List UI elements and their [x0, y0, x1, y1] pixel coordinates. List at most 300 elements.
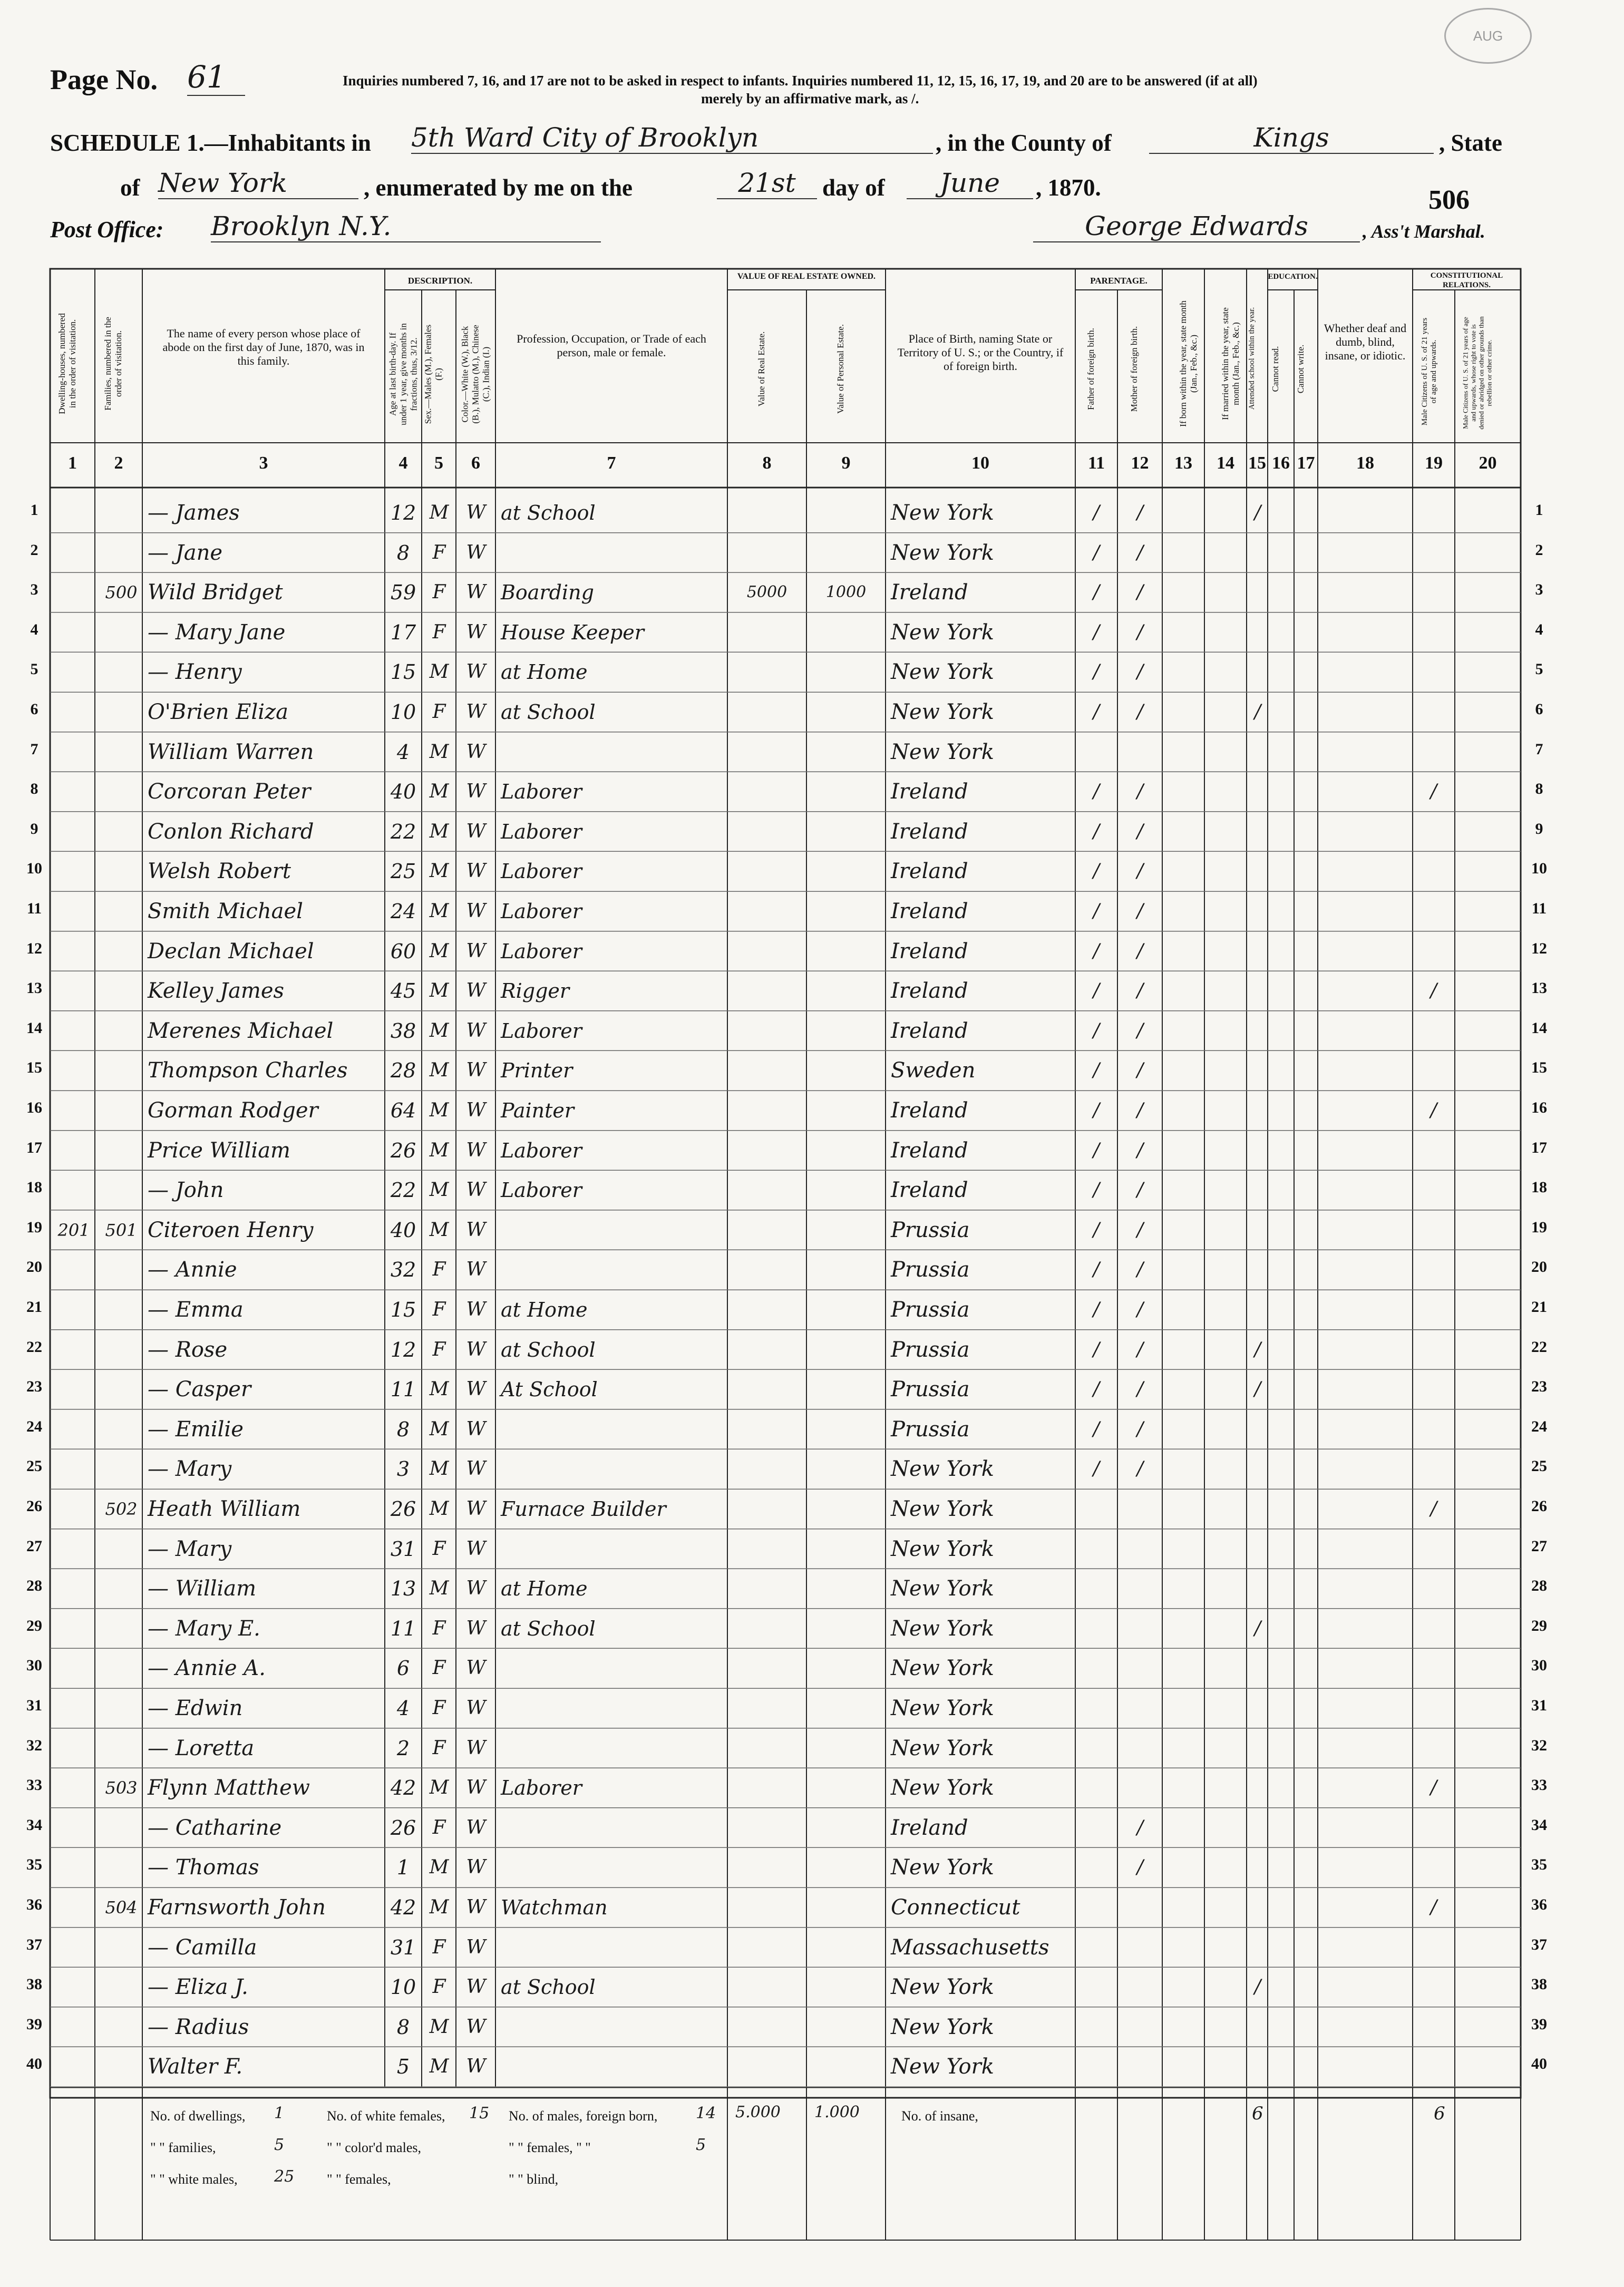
column-number-13: 13	[1174, 453, 1192, 473]
education-group-header: EDUCATION.	[1268, 273, 1318, 281]
line-number-right: 40	[1531, 2055, 1547, 2073]
col-11-header: Father of foreign birth.	[1086, 328, 1096, 410]
cell-age: 32	[390, 1258, 416, 1282]
cell-name: Conlon Richard	[148, 819, 314, 844]
cell-age: 5	[396, 2055, 410, 2079]
cell-age: 4	[396, 1697, 410, 1720]
line-number-right: 36	[1531, 1896, 1547, 1913]
cell-color: W	[466, 1976, 486, 1998]
cell-age: 3	[396, 1457, 410, 1481]
cell-sex: F	[432, 1976, 446, 1998]
cell-c15: /	[1254, 1617, 1261, 1639]
cell-age: 45	[390, 979, 416, 1003]
cell-name: — Jane	[148, 540, 223, 565]
cell-c19: /	[1430, 1777, 1437, 1799]
cell-birth: Ireland	[891, 1018, 968, 1043]
line-number-left: 8	[30, 780, 38, 798]
county-value: Kings	[1149, 122, 1434, 154]
cell-c15: /	[1254, 1378, 1261, 1400]
col-2-header: Families, numbered in the order of visitation.	[103, 317, 123, 411]
column-number-8: 8	[762, 453, 772, 473]
line-number-right: 17	[1531, 1138, 1547, 1156]
cell-dw: 201	[57, 1220, 90, 1240]
cell-color: W	[466, 1777, 486, 1799]
cell-m: /	[1136, 860, 1144, 882]
col-4-header: Age at last birth-day. If under 1 year, give months in fractions, thus, 3/12.	[387, 323, 419, 425]
colored-females-label: " " females,	[327, 2172, 391, 2187]
cell-color: W	[466, 1737, 486, 1759]
line-number-left: 4	[30, 620, 38, 638]
cell-sex: M	[429, 1179, 449, 1201]
cell-name: — Thomas	[148, 1855, 259, 1880]
line-number-left: 25	[26, 1457, 42, 1475]
cell-name: — Henry	[148, 660, 242, 685]
line-number-right: 10	[1531, 860, 1547, 878]
cell-birth: Ireland	[891, 780, 968, 804]
cell-sex: F	[432, 701, 446, 723]
cell-birth: New York	[891, 1776, 994, 1801]
cell-pe: 1000	[825, 583, 867, 602]
cell-age: 8	[396, 2015, 410, 2039]
cell-birth: Sweden	[891, 1058, 976, 1083]
line-number-right: 39	[1531, 2015, 1547, 2033]
cell-occ: Laborer	[501, 1019, 582, 1043]
cell-color: W	[466, 1816, 486, 1838]
cell-name: — Mary	[148, 1457, 232, 1482]
cell-color: W	[466, 1936, 486, 1958]
col-7-header: Profession, Occupation, or Trade of each person, male or female.	[517, 332, 706, 359]
column-number-4: 4	[398, 453, 408, 473]
cell-occ: Laborer	[501, 1179, 582, 1202]
col-10-header: Place of Birth, naming State or Territory of U. S.; or the Country, if of foreign birth.	[897, 332, 1064, 373]
cell-birth: New York	[891, 1696, 994, 1720]
cell-color: W	[466, 1338, 486, 1360]
column-number-11: 11	[1087, 453, 1105, 473]
year-label: , 1870.	[1036, 174, 1101, 201]
cell-name: — Annie	[148, 1258, 237, 1282]
value-group-header: VALUE OF REAL ESTATE OWNED.	[737, 272, 876, 281]
line-number-left: 24	[26, 1417, 42, 1435]
cell-sex: M	[429, 741, 449, 763]
cell-age: 31	[390, 1537, 416, 1561]
column-number-7: 7	[607, 453, 616, 473]
cell-occ: at School	[501, 501, 596, 524]
line-number-right: 6	[1535, 700, 1543, 718]
cell-birth: New York	[891, 700, 994, 724]
cell-sex: M	[429, 1856, 449, 1879]
white-females-value: 15	[469, 2104, 490, 2123]
line-number-left: 10	[26, 860, 42, 878]
cell-sex: F	[432, 1259, 446, 1281]
cell-occ: Laborer	[501, 1138, 582, 1162]
cell-birth: New York	[891, 739, 994, 764]
cell-color: W	[466, 1896, 486, 1918]
cell-birth: Ireland	[891, 899, 968, 923]
cell-name: Thompson Charles	[148, 1058, 348, 1083]
line-number-right: 9	[1535, 820, 1543, 838]
cell-color: W	[466, 860, 486, 882]
cell-fam: 502	[105, 1499, 138, 1519]
cell-occ: Boarding	[501, 581, 594, 605]
cell-f: /	[1093, 1099, 1100, 1121]
colored-males-label: " " color'd males,	[327, 2140, 421, 2155]
cell-f: /	[1093, 1378, 1100, 1400]
cell-color: W	[466, 900, 486, 922]
cell-sex: M	[429, 502, 449, 523]
cell-name: — Annie A.	[148, 1656, 266, 1681]
cell-sex: F	[432, 1537, 446, 1560]
line-number-left: 39	[26, 2015, 42, 2033]
col-14-header: If married within the year, state month (Jan., Feb., &c.)	[1220, 307, 1241, 420]
col-5-header: Sex.—Males (M.), Females (F.)	[423, 324, 444, 424]
dwellings-label: No. of dwellings,	[150, 2108, 246, 2124]
cell-sex: M	[429, 1896, 449, 1918]
col-6-header: Color.—White (W.), Black (B.), Mulatto (M.), Chinese (C.), Indian (I.)	[460, 325, 491, 424]
cell-color: W	[466, 1458, 486, 1480]
cell-color: W	[466, 581, 486, 604]
cell-fam: 503	[105, 1778, 138, 1798]
cell-c19: /	[1430, 1896, 1437, 1918]
column-number-14: 14	[1217, 453, 1234, 473]
cell-re: 5000	[746, 583, 787, 602]
cell-f: /	[1093, 820, 1100, 842]
cell-m: /	[1136, 1139, 1144, 1161]
line-number-left: 2	[30, 541, 38, 559]
line-number-left: 9	[30, 820, 38, 838]
line-number-left: 28	[26, 1577, 42, 1595]
line-number-right: 1	[1535, 501, 1543, 519]
cell-sex: M	[429, 1139, 449, 1161]
cell-f: /	[1093, 860, 1100, 882]
cell-birth: New York	[891, 1736, 994, 1760]
cell-f: /	[1093, 781, 1100, 803]
line-number-left: 37	[26, 1935, 42, 1953]
cell-age: 10	[390, 700, 416, 724]
cell-occ: Laborer	[501, 1776, 582, 1800]
cell-c15: /	[1254, 701, 1261, 723]
post-office-value: Brooklyn N.Y.	[211, 211, 601, 242]
cell-birth: Ireland	[891, 1138, 968, 1163]
line-number-left: 15	[26, 1059, 42, 1077]
line-number-right: 21	[1531, 1298, 1547, 1316]
cell-occ: Laborer	[501, 939, 582, 963]
day-value: 21st	[717, 168, 817, 199]
cell-sex: M	[429, 1059, 449, 1082]
cell-birth: New York	[891, 1497, 994, 1521]
cell-sex: F	[432, 541, 446, 563]
line-number-right: 20	[1531, 1258, 1547, 1276]
line-number-left: 38	[26, 1975, 42, 1993]
page-number: 61	[187, 59, 245, 96]
cell-age: 25	[390, 860, 416, 883]
line-number-left: 16	[26, 1099, 42, 1116]
column-number-2: 2	[114, 453, 123, 473]
cell-occ: at Home	[501, 660, 588, 684]
col-9-header: Value of Personal Estate.	[835, 324, 845, 414]
county-label: , in the County of	[936, 130, 1112, 156]
cell-birth: New York	[891, 1576, 994, 1601]
cell-color: W	[466, 2056, 486, 2078]
cell-fam: 500	[105, 582, 138, 603]
real-estate-total: 5.000	[735, 2103, 781, 2121]
cell-color: W	[466, 1139, 486, 1161]
cell-age: 12	[390, 501, 416, 524]
line-number-left: 5	[30, 660, 38, 678]
line-number-left: 14	[26, 1019, 42, 1037]
marshal-name: George Edwards	[1033, 211, 1360, 242]
col-3-header: The name of every person whose place of abode on the first day of June, 1870, was in this family.	[162, 327, 365, 367]
cell-birth: Connecticut	[891, 1895, 1020, 1920]
cell-f: /	[1093, 980, 1100, 1002]
dwellings-value: 1	[274, 2104, 285, 2123]
cell-sex: F	[432, 1299, 446, 1320]
cell-f: /	[1093, 1139, 1100, 1161]
cell-f: /	[1093, 1019, 1100, 1042]
cell-age: 11	[390, 1378, 416, 1402]
cell-name: O'Brien Eliza	[148, 700, 288, 724]
cell-name: Welsh Robert	[148, 859, 291, 884]
schedule-label: SCHEDULE 1.—Inhabitants in	[50, 130, 371, 156]
cell-color: W	[466, 1498, 486, 1520]
cell-birth: New York	[891, 660, 994, 685]
cell-age: 26	[390, 1816, 416, 1840]
line-number-right: 2	[1535, 541, 1543, 559]
column-number-15: 15	[1248, 453, 1266, 473]
cell-name: Merenes Michael	[148, 1018, 334, 1043]
cell-color: W	[466, 1378, 486, 1400]
cell-color: W	[466, 820, 486, 842]
cell-sex: M	[429, 900, 449, 922]
cell-birth: Ireland	[891, 1815, 968, 1840]
state-label: , State	[1439, 130, 1502, 156]
cell-occ: Watchman	[501, 1896, 608, 1919]
cell-age: 11	[390, 1617, 416, 1640]
cell-birth: New York	[891, 1975, 994, 2000]
families-label: " " families,	[150, 2140, 216, 2155]
line-number-right: 7	[1535, 740, 1543, 758]
col-15-header: Attended school within the year.	[1248, 307, 1256, 410]
cell-name: Flynn Matthew	[148, 1776, 310, 1801]
cell-sex: M	[429, 940, 449, 962]
cell-occ: Printer	[501, 1059, 573, 1083]
cell-color: W	[466, 940, 486, 962]
cell-name: — Catharine	[148, 1815, 282, 1840]
cell-color: W	[466, 1537, 486, 1560]
females-foreign-value: 5	[696, 2136, 706, 2154]
cell-sex: F	[432, 1657, 446, 1679]
cell-age: 6	[396, 1657, 410, 1680]
cell-name: William Warren	[148, 739, 314, 764]
column-number-9: 9	[841, 453, 851, 473]
cell-name: — Camilla	[148, 1935, 257, 1960]
column-number-17: 17	[1297, 453, 1315, 473]
state-value: New York	[158, 168, 358, 199]
column-number-12: 12	[1131, 453, 1149, 473]
cell-color: W	[466, 701, 486, 723]
cell-f: /	[1093, 1059, 1100, 1082]
cell-f: /	[1093, 1458, 1100, 1480]
cell-fam: 504	[105, 1897, 138, 1918]
cell-f: /	[1093, 900, 1100, 922]
cell-color: W	[466, 621, 486, 643]
line-number-left: 27	[26, 1537, 42, 1555]
column-number-1: 1	[68, 453, 77, 473]
cell-occ: Rigger	[501, 979, 570, 1003]
cell-age: 24	[390, 900, 416, 923]
col-19-header: Male Citizens of U. S. of 21 years of age and upwards.	[1421, 317, 1438, 426]
cell-name: — James	[148, 501, 240, 525]
cell-sex: M	[429, 1099, 449, 1121]
cell-name: — Eliza J.	[148, 1975, 248, 2000]
blind-label: " " blind,	[509, 2172, 559, 2187]
cell-age: 4	[396, 740, 410, 764]
cell-occ: Painter	[501, 1099, 575, 1122]
line-number-left: 12	[26, 939, 42, 957]
cell-sex: F	[432, 581, 446, 604]
column-number-5: 5	[434, 453, 443, 473]
line-number-left: 32	[26, 1736, 42, 1754]
males-foreign-value: 14	[696, 2104, 716, 2123]
cell-birth: New York	[891, 1536, 994, 1561]
line-number-left: 34	[26, 1816, 42, 1834]
cell-sex: M	[429, 1777, 449, 1799]
cell-name: Declan Michael	[148, 939, 314, 964]
cell-age: 1	[396, 1856, 410, 1880]
line-number-right: 15	[1531, 1059, 1547, 1077]
col-20-header: Male Citizens of U. S. of 21 years of age and upwards, whose right to vote is denied or abridged on other grounds than rebellion or other crime.	[1461, 316, 1493, 430]
cell-fam: 501	[105, 1220, 138, 1240]
line-number-right: 31	[1531, 1697, 1547, 1714]
cell-color: W	[466, 502, 486, 523]
cell-sex: M	[429, 980, 449, 1002]
marshal-label: , Ass't Marshal.	[1363, 221, 1485, 242]
insane-label: No. of insane,	[901, 2108, 978, 2124]
month-value: June	[907, 168, 1033, 199]
cell-birth: New York	[891, 620, 994, 645]
cell-name: — Radius	[148, 2014, 249, 2039]
line-number-left: 30	[26, 1657, 42, 1675]
instructions-line-2: merely by an affirmative mark, as /.	[701, 91, 919, 106]
cell-sex: F	[432, 1617, 446, 1639]
cell-occ: House Keeper	[501, 620, 644, 644]
cell-color: W	[466, 541, 486, 563]
cell-color: W	[466, 980, 486, 1002]
line-number-right: 35	[1531, 1856, 1547, 1874]
line-number-right: 14	[1531, 1019, 1547, 1037]
cell-m: /	[1136, 1378, 1144, 1400]
line-number-right: 32	[1531, 1736, 1547, 1754]
cell-name: — Mary E.	[148, 1616, 260, 1641]
cell-c19: /	[1430, 1498, 1437, 1520]
cell-age: 12	[390, 1338, 416, 1361]
cell-birth: Prussia	[891, 1337, 970, 1362]
cell-name: — Rose	[148, 1337, 228, 1362]
cell-c19: /	[1430, 1099, 1437, 1121]
cell-age: 60	[390, 939, 416, 963]
cell-occ: at School	[501, 1975, 596, 1999]
line-number-right: 8	[1535, 780, 1543, 798]
cell-sex: M	[429, 1219, 449, 1241]
cell-age: 22	[390, 1179, 416, 1202]
cell-name: — Mary Jane	[148, 620, 286, 645]
cell-birth: Ireland	[891, 1178, 968, 1203]
cell-sex: M	[429, 1418, 449, 1440]
cell-name: Smith Michael	[148, 899, 303, 923]
cell-sex: M	[429, 781, 449, 803]
line-number-left: 18	[26, 1179, 42, 1196]
line-number-right: 3	[1535, 581, 1543, 599]
cell-color: W	[466, 1259, 486, 1281]
cell-birth: Ireland	[891, 859, 968, 884]
personal-estate-total: 1.000	[814, 2103, 860, 2121]
line-number-left: 3	[30, 581, 38, 599]
cell-m: /	[1136, 661, 1144, 683]
line-number-right: 24	[1531, 1417, 1547, 1435]
cell-occ: at School	[501, 1338, 596, 1361]
page-number-label: Page No.	[50, 64, 158, 95]
cell-age: 40	[390, 780, 416, 804]
cell-sex: F	[432, 1338, 446, 1360]
cell-m: /	[1136, 1099, 1144, 1121]
cell-sex: F	[432, 1936, 446, 1958]
constitutional-group-header: CONSTITUTIONAL RELATIONS.	[1430, 271, 1503, 289]
cell-age: 38	[390, 1019, 416, 1043]
cell-name: Walter F.	[148, 2055, 243, 2079]
cell-age: 10	[390, 1975, 416, 1999]
line-number-right: 27	[1531, 1537, 1547, 1555]
cell-sex: M	[429, 1578, 449, 1600]
line-number-left: 40	[26, 2055, 42, 2073]
cell-f: /	[1093, 661, 1100, 683]
cell-sex: M	[429, 1498, 449, 1520]
column-number-3: 3	[259, 453, 268, 473]
cell-age: 15	[390, 660, 416, 684]
col-13-header: If born within the year, state month (Jan., Feb., &c.)	[1178, 300, 1199, 427]
cell-sex: F	[432, 1697, 446, 1719]
cell-birth: Ireland	[891, 819, 968, 844]
line-number-left: 11	[26, 900, 42, 917]
cell-age: 2	[396, 1736, 410, 1760]
cell-birth: New York	[891, 2014, 994, 2039]
school-total: 6	[1252, 2103, 1263, 2124]
cell-name: Kelley James	[148, 979, 285, 1004]
cell-color: W	[466, 1617, 486, 1639]
cell-f: /	[1093, 621, 1100, 643]
cell-name: — John	[148, 1178, 224, 1203]
line-number-left: 31	[26, 1697, 42, 1714]
cell-age: 28	[390, 1059, 416, 1083]
cell-m: /	[1136, 1259, 1144, 1281]
cell-m: /	[1136, 541, 1144, 563]
line-number-left: 1	[30, 501, 38, 519]
cell-color: W	[466, 1856, 486, 1879]
description-group-header: DESCRIPTION.	[407, 276, 473, 286]
line-number-right: 28	[1531, 1577, 1547, 1595]
cell-sex: M	[429, 1458, 449, 1480]
col-1-header: Dwelling-houses, numbered in the order of visitation.	[57, 313, 77, 414]
cell-name: — Emilie	[148, 1417, 244, 1442]
sheet-number: 506	[1428, 185, 1470, 215]
cell-birth: Prussia	[891, 1417, 970, 1442]
line-number-right: 26	[1531, 1497, 1547, 1515]
cell-occ: Laborer	[501, 820, 582, 843]
white-males-value: 25	[274, 2167, 295, 2186]
ward-value: 5th Ward City of Brooklyn	[411, 122, 933, 154]
cell-birth: Ireland	[891, 979, 968, 1004]
line-number-right: 19	[1531, 1218, 1547, 1236]
cell-name: Gorman Rodger	[148, 1098, 318, 1123]
column-number-10: 10	[971, 453, 989, 473]
